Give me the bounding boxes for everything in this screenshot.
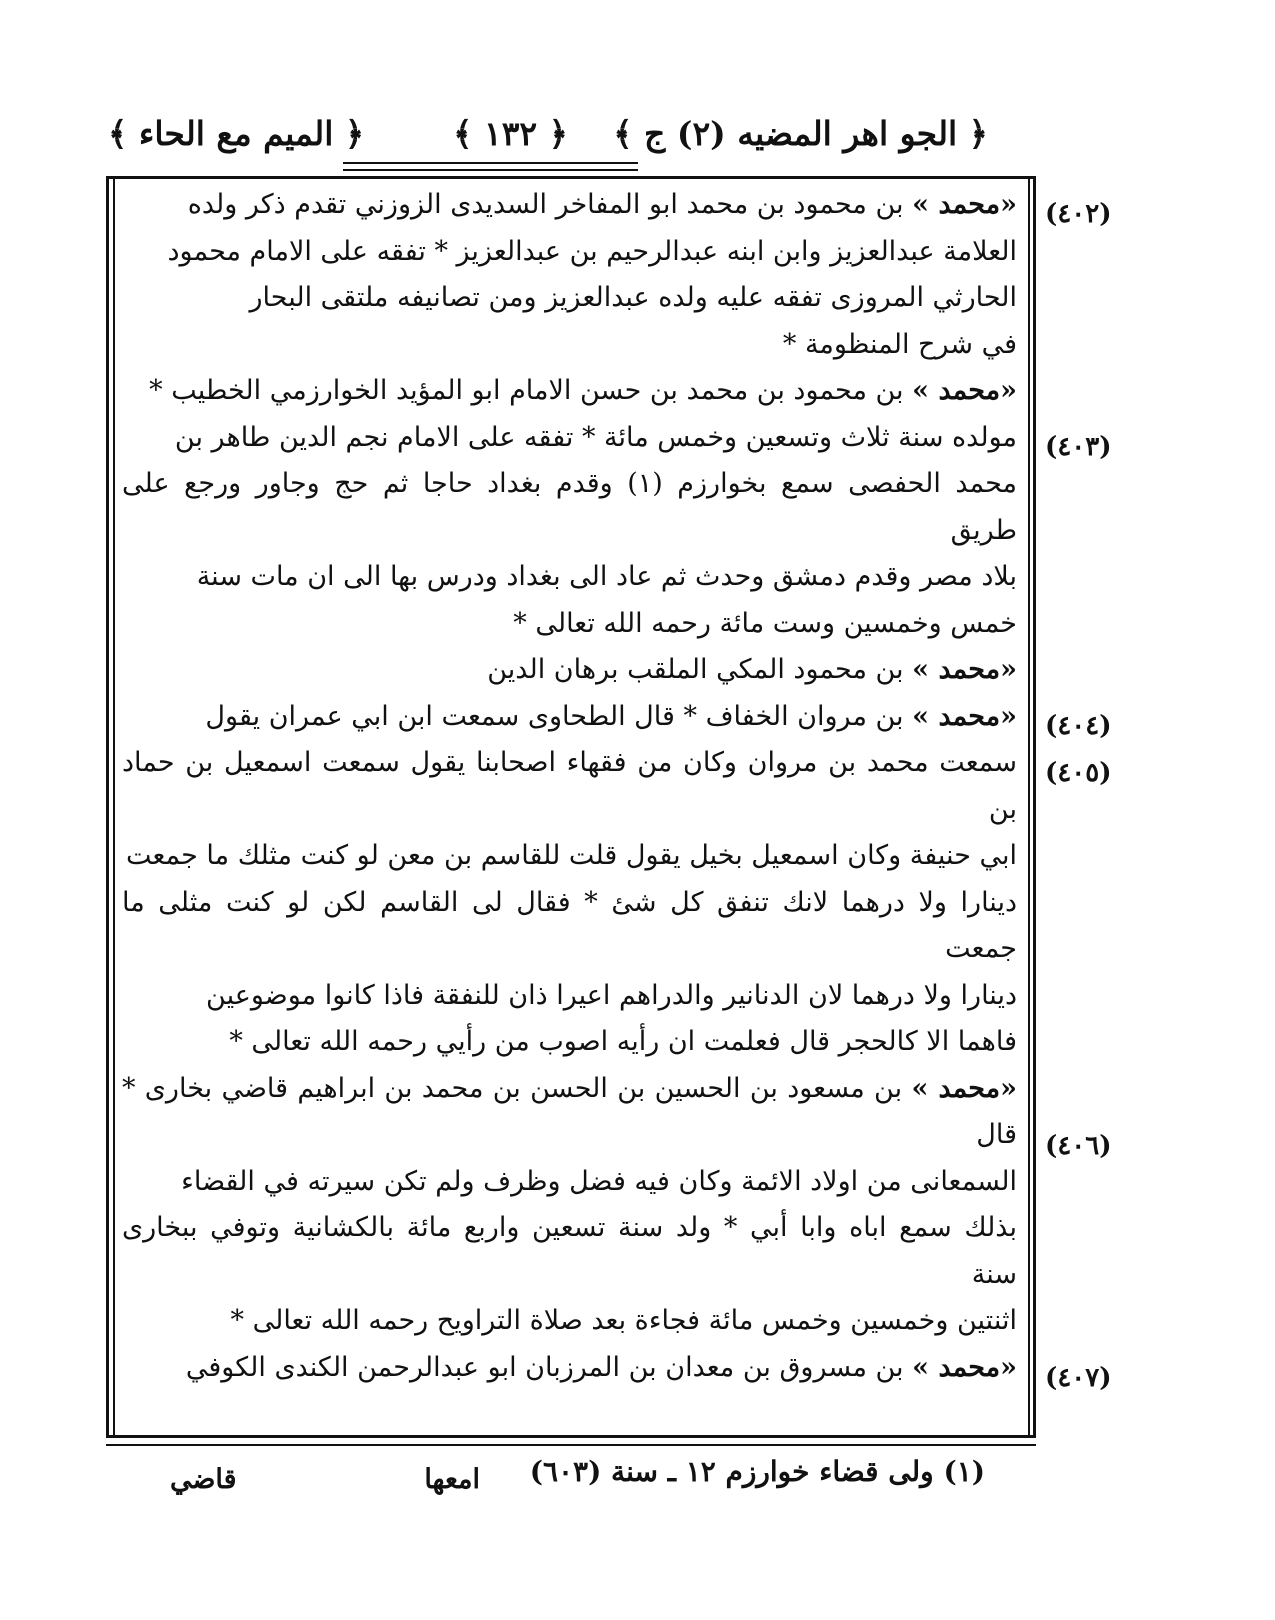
correction-word: قاضي bbox=[170, 1464, 237, 1495]
entry-name: « محمد » bbox=[912, 189, 1017, 220]
entry-line: محمد الحفصى سمع بخوارزم (١) وقدم بغداد حاجا ثم حج وجاور ورجع على طريق bbox=[122, 468, 1017, 546]
entry-line: دينارا ولا درهما لانك تنفق كل شئ * فقال لى القاسم لكن لو كنت مثلى ما جمعت bbox=[122, 886, 1017, 964]
entry-number: (٤٠٢) bbox=[1045, 199, 1112, 229]
footnote: (١) ولى قضاء خوارزم ١٢ ـ سنة (٦٠٣) bbox=[529, 1455, 985, 1488]
entry-line: فاهما الا كالحجر قال فعلمت ان رأيه اصوب من رأيي رحمه الله تعالى * bbox=[229, 1026, 1017, 1057]
biography-entry bbox=[122, 368, 1017, 647]
biography-entry bbox=[122, 647, 1017, 694]
entry-number: (٤٠٤) bbox=[1045, 711, 1112, 741]
frame-rule-bottom bbox=[106, 1444, 1036, 1446]
frame-rule-left bbox=[113, 178, 115, 1436]
entry-line: السمعانى من اولاد الائمة وكان فيه فضل وظرف ولم تكن سيرته في القضاء bbox=[181, 1165, 1017, 1197]
entry-name: « محمد » bbox=[912, 1352, 1017, 1383]
entry-number: (٤٠٦) bbox=[1045, 1131, 1112, 1161]
entry-line: اثنتين وخمسين وخمس مائة فجاءة بعد صلاة التراويح رحمه الله تعالى * bbox=[230, 1305, 1017, 1336]
entry-line: في شرح المنظومة * bbox=[782, 328, 1017, 360]
biography-entry bbox=[122, 182, 1017, 368]
biography-entry bbox=[122, 1345, 1017, 1392]
frame-rule-right bbox=[1028, 178, 1030, 1436]
header-rule bbox=[343, 169, 638, 171]
entry-name: « محمد » bbox=[911, 1073, 1017, 1104]
entry-line: بلاد مصر وقدم دمشق وحدث ثم عاد الى بغداد ودرس بها الى ان مات سنة bbox=[196, 561, 1017, 592]
entry-line: ابي حنيفة وكان اسمعيل بخيل يقول قلت للقاسم بن معن لو كنت مثلك ما جمعت bbox=[126, 840, 1017, 871]
entry-line: « محمد » بن محمود بن محمد بن حسن الامام ابو المؤيد الخوارزمي الخطيب * bbox=[122, 368, 1017, 415]
correction-word: امعها bbox=[424, 1464, 480, 1495]
section-heading: ﴿ الميم مع الحاء ﴾ bbox=[108, 114, 365, 153]
running-header bbox=[108, 112, 988, 168]
entry-line: العلامة عبدالعزيز وابن ابنه عبدالرحيم بن عبدالعزيز * تفقه على الامام محمود bbox=[167, 235, 1017, 267]
entry-line: خمس وخمسين وست مائة رحمه الله تعالى * bbox=[513, 607, 1017, 639]
entry-line: الحارثي المروزى تفقه عليه ولده عبدالعزيز ومن تصانيفه ملتقى البحار bbox=[249, 282, 1017, 313]
page-number: ﴿ ١٣٢ ﴾ bbox=[453, 114, 568, 153]
entry-name: « محمد » bbox=[912, 701, 1017, 732]
entry-line: « محمد » بن محمود بن محمد ابو المفاخر السديدى الزوزني تقدم ذكر ولده bbox=[122, 182, 1017, 229]
entry-line: « محمد » بن مسعود بن الحسين بن الحسن بن محمد بن ابراهيم قاضي بخارى * قال bbox=[122, 1066, 1017, 1159]
entry-line: مولده سنة ثلاث وتسعين وخمس مائة * تفقه على الامام نجم الدين طاهر بن bbox=[174, 421, 1017, 453]
entry-number: (٤٠٥) bbox=[1045, 758, 1112, 788]
entry-number: (٤٠٧) bbox=[1045, 1363, 1112, 1393]
entry-line: « محمد » بن مسروق بن معدان بن المرزبان ابو عبدالرحمن الكندى الكوفي bbox=[122, 1345, 1017, 1392]
entry-name: « محمد » bbox=[912, 375, 1017, 406]
header-rule bbox=[343, 162, 638, 164]
entry-line: بذلك سمع اباه وابا أبي * ولد سنة تسعين واربع مائة بالكشانية وتوفي ببخارى سنة bbox=[122, 1212, 1017, 1290]
entry-line: دينارا ولا درهما لان الدنانير والدراهم اعيرا ذان للنفقة فاذا كانوا موضوعين bbox=[206, 979, 1017, 1011]
biography-entry bbox=[122, 694, 1017, 1066]
marginal-corrections bbox=[170, 1458, 480, 1508]
entry-line: « محمد » بن مروان الخفاف * قال الطحاوى سمعت ابن ابي عمران يقول bbox=[122, 694, 1017, 741]
book-title: ﴿ الجو اهر المضيه (٢) ج ﴾ bbox=[613, 114, 988, 153]
entry-number: (٤٠٣) bbox=[1045, 432, 1112, 462]
biography-entry bbox=[122, 1066, 1017, 1345]
entry-line: سمعت محمد بن مروان وكان من فقهاء اصحابنا يقول سمعت اسمعيل بن حماد بن bbox=[122, 747, 1017, 825]
entries-body bbox=[122, 182, 1017, 1391]
entry-name: « محمد » bbox=[912, 654, 1017, 685]
entry-line: « محمد » بن محمود المكي الملقب برهان الدين bbox=[122, 647, 1017, 694]
